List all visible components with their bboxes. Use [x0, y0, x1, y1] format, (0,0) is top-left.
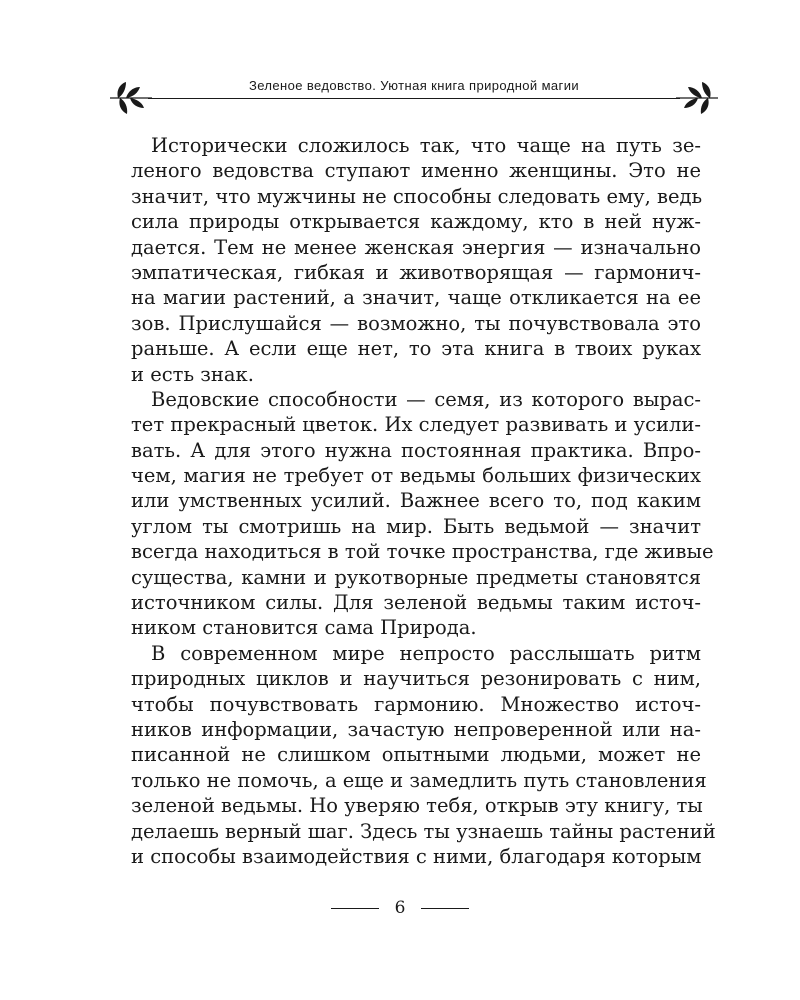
text-line: дается. Тем не менее женская энергия — изначально — [131, 235, 701, 259]
page-number: 6 — [394, 898, 406, 918]
header-rule — [148, 98, 680, 99]
text-line: существа, камни и рукотворные предметы становятся — [131, 565, 701, 589]
text-line: эмпатическая, гибкая и животворящая — гармонич- — [131, 260, 701, 284]
text-line: природных циклов и научиться резонировать с ним, — [131, 667, 701, 691]
text-line: чтобы почувствовать гармонию. Множество источ- — [131, 692, 701, 716]
text-line: писанной не слишком опытными людьми, может не — [131, 743, 701, 767]
footer-rule-right — [421, 908, 469, 909]
page-footer — [0, 896, 800, 920]
text-line: чем, магия не требует от ведьмы больших физических — [131, 464, 701, 488]
text-line: сила природы открывается каждому, кто в ней нуж- — [131, 210, 701, 234]
footer-rule-left — [331, 908, 379, 909]
text-line: Исторически сложилось так, что чаще на путь зе- — [151, 134, 701, 157]
leaf-sprig-icon — [676, 80, 720, 120]
text-line: В современном мире непросто расслышать ритм — [151, 641, 701, 665]
text-line: делаешь верный шаг. Здесь ты узнаешь тайны растений — [131, 819, 716, 843]
text-line: и есть знак. — [131, 362, 254, 386]
text-line: или умственных усилий. Важнее всего то, под каким — [131, 489, 701, 513]
text-line: и способы взаимодействия с ними, благодаря которым — [131, 844, 702, 868]
text-line: тет прекрасный цветок. Их следует развивать и усили- — [131, 413, 701, 437]
text-line: только не помочь, а еще и замедлить путь становления — [131, 768, 707, 792]
text-line: ником становится сама Природа. — [131, 616, 477, 640]
text-line: источником силы. Для зеленой ведьмы таким источ- — [131, 591, 701, 615]
paragraph-3 — [131, 641, 716, 870]
text-line: ников информации, зачастую непроверенной или на- — [131, 717, 701, 741]
text-line: вать. А для этого нужна постоянная практика. Впро- — [131, 438, 701, 462]
paragraph-1 — [131, 133, 701, 387]
text-line: углом ты смотришь на мир. Быть ведьмой — значит — [131, 514, 701, 538]
paragraph-2 — [131, 387, 714, 641]
text-line: леного ведовства ступают именно женщины. Это не — [131, 159, 701, 183]
running-header — [108, 60, 720, 120]
text-line: зеленой ведьмы. Но уверяю тебя, открыв эту книгу, ты — [131, 794, 703, 818]
text-line: Ведовские способности — семя, из которого вырас- — [151, 387, 701, 411]
body-text — [131, 133, 716, 869]
text-line: на магии растений, а значит, чаще откликается на ее — [131, 286, 701, 310]
text-line: раньше. А если еще нет, то эта книга в твоих руках — [131, 337, 701, 361]
text-line: зов. Прислушайся — возможно, ты почувствовала это — [131, 311, 701, 335]
text-line: всегда находиться в той точке пространства, где живые — [131, 540, 714, 564]
text-line: значит, что мужчины не способны следовать ему, ведь — [131, 184, 703, 208]
running-title: Зеленое ведовство. Уютная книга природной магии — [248, 78, 580, 93]
